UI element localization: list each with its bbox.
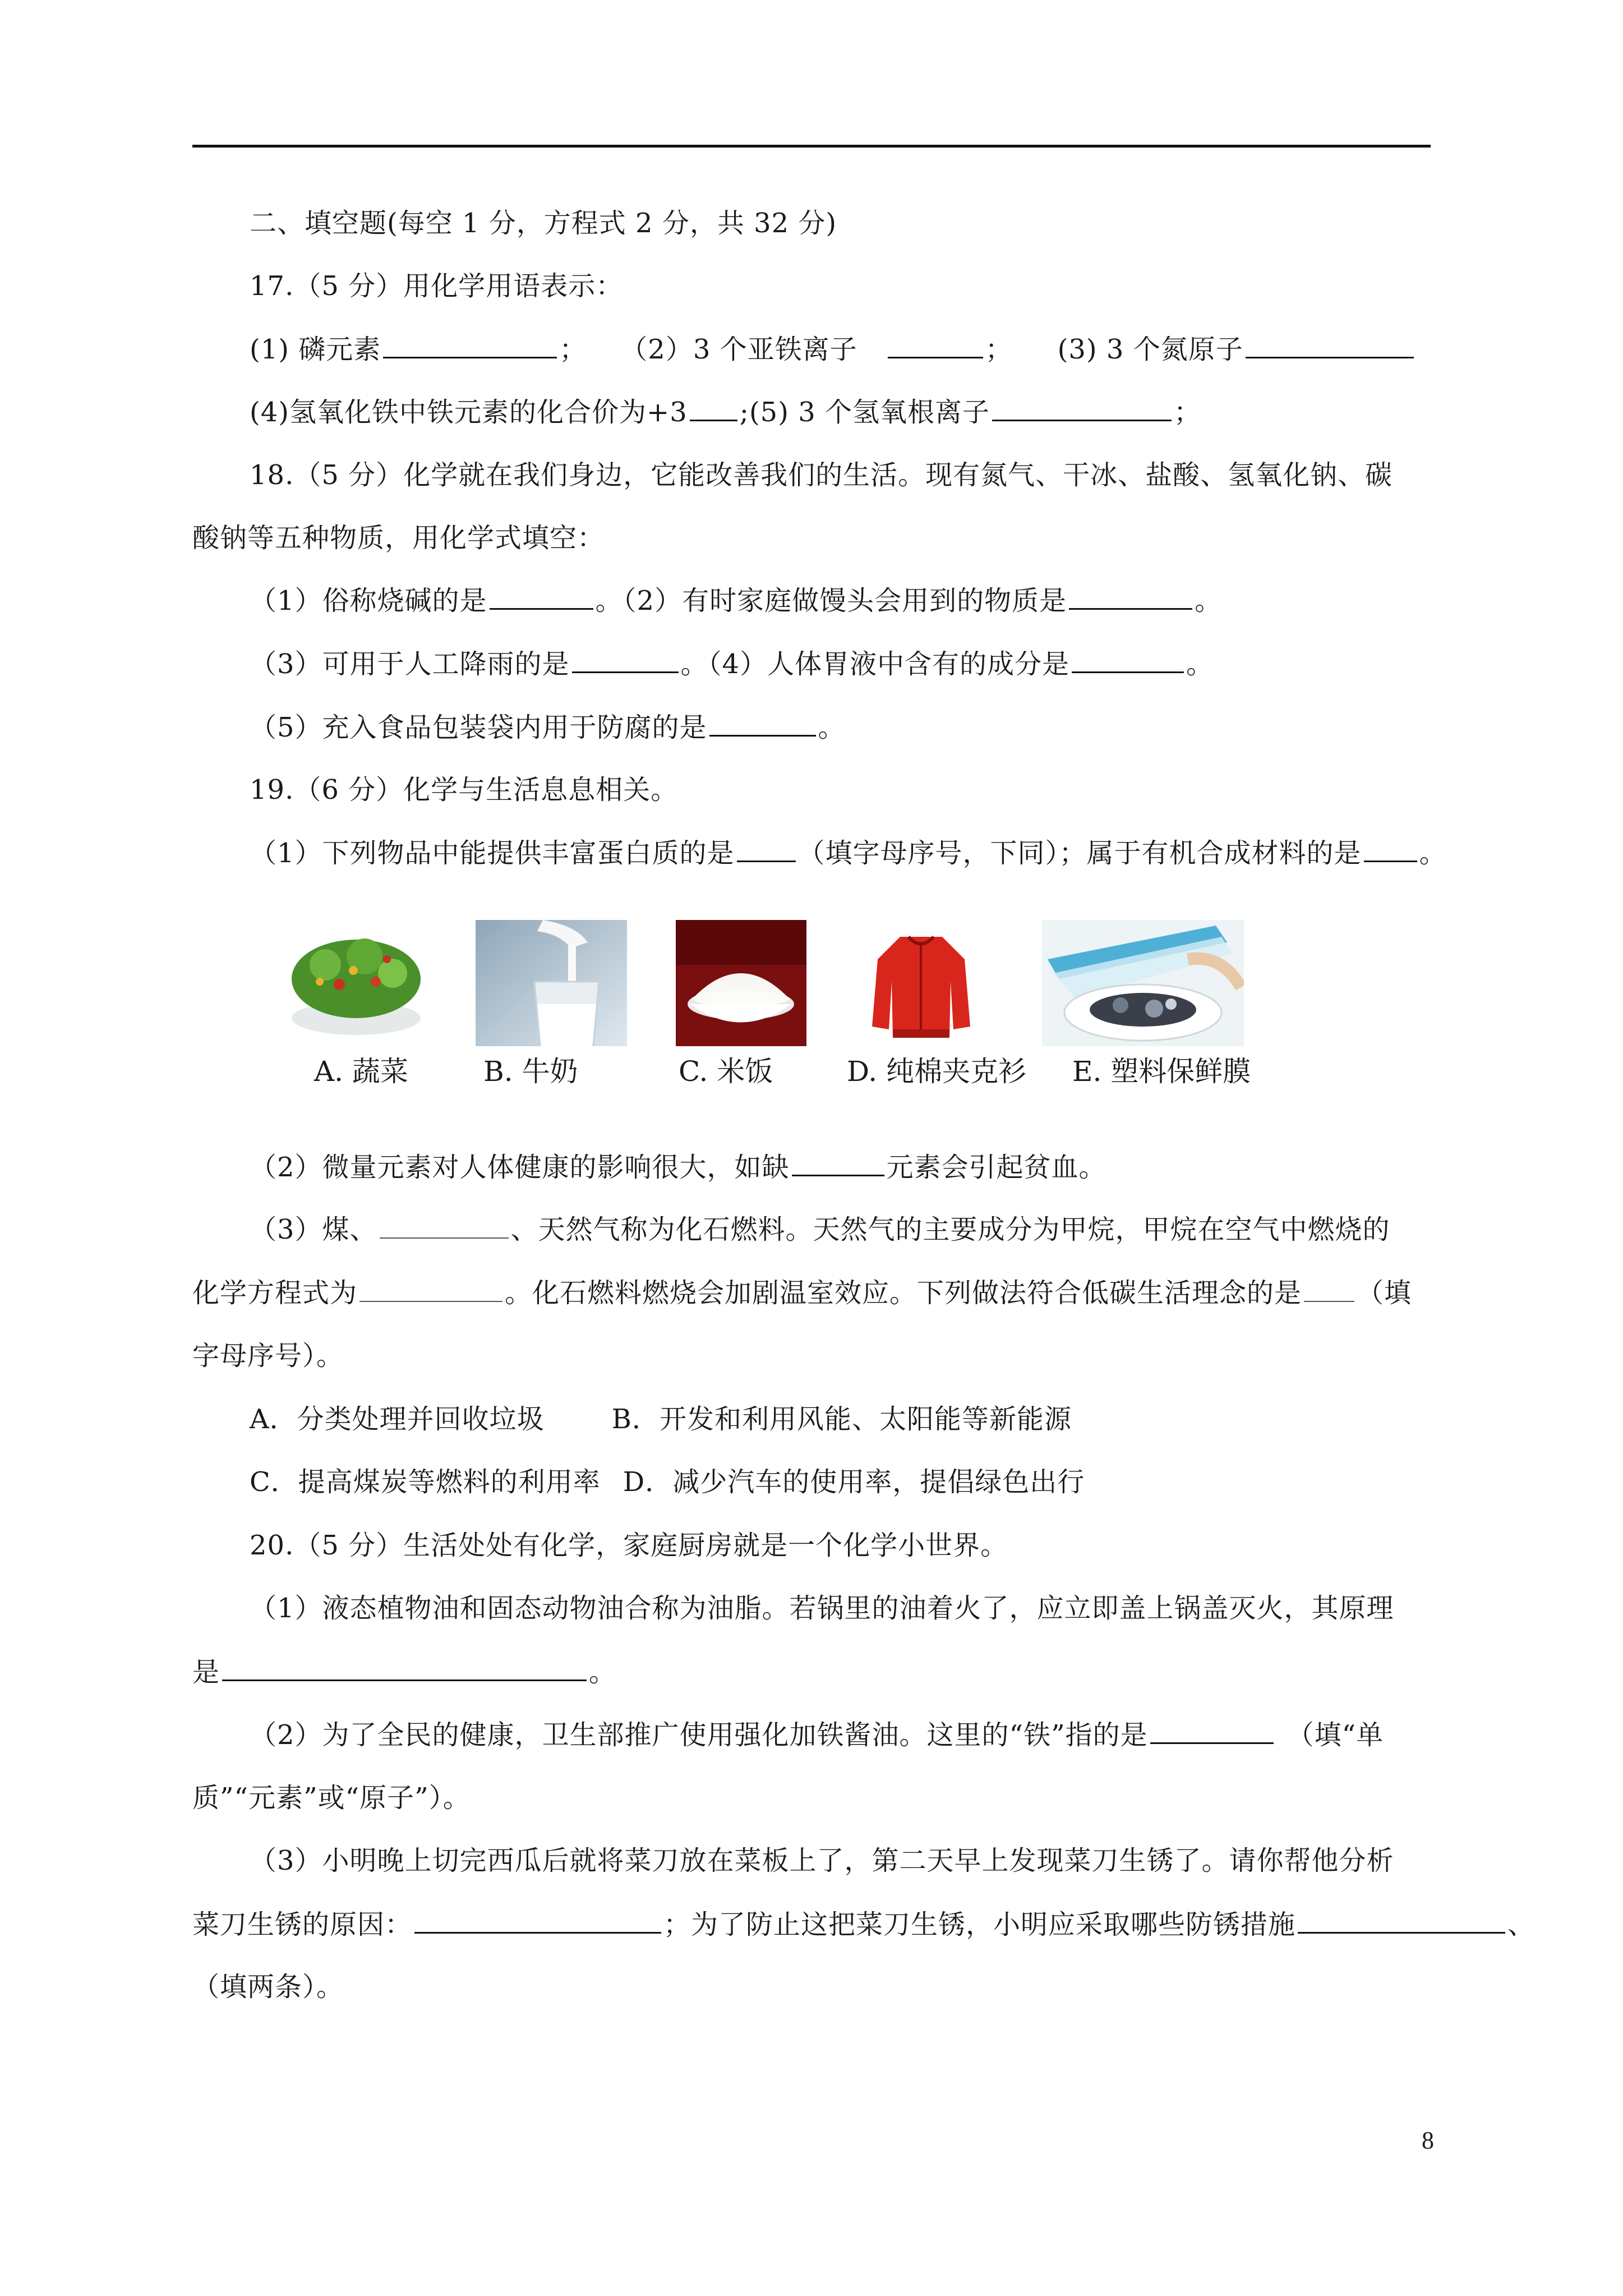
page-number: 8: [1422, 2127, 1434, 2154]
q18-p4: 。（4）人体胃液中含有的成分是: [680, 648, 1070, 680]
q20-blank-1[interactable]: [222, 1655, 587, 1681]
q18-line-2: [250, 647, 1214, 681]
q17-p1: (1) 磷元素: [250, 334, 381, 365]
q20-p2-c: 质”“元素”或“原子”）。: [192, 1782, 471, 1814]
q17-p5: ;(5) 3 个氢氧根离子: [739, 397, 990, 428]
q20-p3-b: 菜刀生锈的原因：: [192, 1909, 413, 1940]
q17-p2-end: ；: [985, 334, 1013, 365]
q18-end-3: 。: [818, 712, 846, 743]
q18-blank-1[interactable]: [490, 583, 593, 610]
q20-line-6: [192, 1907, 1535, 1941]
q19-p2-a: （2）微量元素对人体健康的影响很大，如缺: [250, 1152, 790, 1183]
q19-blank-1[interactable]: [737, 836, 796, 862]
q19-option-c: C．提高煤炭等燃料的利用率: [250, 1466, 601, 1498]
q19-line-1: [250, 836, 1447, 870]
q19-options-row-1: [250, 1402, 1072, 1436]
q20-p3-c: ；为了防止这把菜刀生锈，小明应采取哪些防锈措施: [663, 1909, 1296, 1940]
q17-blank-4[interactable]: [690, 395, 737, 421]
q19-blank-5[interactable]: [359, 1276, 502, 1302]
q18-line-3: [250, 710, 846, 744]
q20-blank-4[interactable]: [1298, 1907, 1505, 1934]
q19-p2-b: 元素会引起贫血。: [886, 1152, 1106, 1183]
q18-blank-2[interactable]: [1069, 583, 1192, 610]
q17-stem: 17.（5 分）用化学用语表示：: [250, 270, 624, 302]
q20-p3-e: （填两条）。: [192, 1971, 344, 2003]
image-caption-e: E. 塑料保鲜膜: [1072, 1055, 1251, 1088]
milk-glass-icon: [476, 920, 627, 1046]
q20-p1-a: （1）液态植物油和固态动物油合称为油脂。若锅里的油着火了，应立即盖上锅盖灭火，其原理: [250, 1593, 1394, 1624]
header-rule: [192, 145, 1431, 148]
q18-stem-2: 酸钠等五种物质，用化学式填空：: [192, 522, 605, 554]
q18-blank-4[interactable]: [1072, 647, 1184, 673]
q19-p3-b: 、天然气称为化石燃料。天然气的主要成分为甲烷，甲烷在空气中燃烧的: [510, 1214, 1390, 1245]
q19-p3-e: （填: [1357, 1277, 1412, 1309]
q18-end-1: 。: [1195, 585, 1223, 616]
q17-p5-end: ；: [1174, 397, 1202, 428]
q19-stem: 19.（6 分）化学与生活息息相关。: [250, 774, 679, 806]
q19-option-d: D．减少汽车的使用率，提倡绿色出行: [623, 1466, 1085, 1498]
q20-stem: 20.（5 分）生活处处有化学，家庭厨房就是一个化学小世界。: [250, 1530, 1008, 1561]
q20-p3-a: （3）小明晚上切完西瓜后就将菜刀放在菜板上了，第二天早上发现菜刀生锈了。请你帮他分析: [250, 1845, 1394, 1876]
image-caption-c: C. 米饭: [679, 1055, 773, 1088]
q20-line-2: [192, 1655, 616, 1689]
red-jacket-icon: [855, 920, 987, 1046]
q19-line-4: [192, 1276, 1412, 1310]
q17-p1-end: ；: [559, 334, 587, 365]
q19-blank-2[interactable]: [1364, 836, 1417, 862]
q19-line-3: [250, 1213, 1390, 1246]
q18-p2: 。（2）有时家庭做馒头会用到的物质是: [595, 585, 1067, 616]
q20-blank-2[interactable]: [1150, 1718, 1274, 1744]
q17-p2: （2）3 个亚铁离子: [620, 334, 857, 365]
image-caption-b: B. 牛奶: [483, 1055, 578, 1088]
q19-blank-4[interactable]: [380, 1213, 509, 1239]
q19-p1-end: 。: [1419, 838, 1447, 869]
q19-option-a: A．分类处理并回收垃圾: [250, 1404, 545, 1435]
q17-blank-3[interactable]: [1246, 332, 1414, 358]
image-caption-d: D. 纯棉夹克衫: [847, 1055, 1027, 1088]
q18-line-1: [250, 583, 1222, 618]
q19-option-b: B．开发和利用风能、太阳能等新能源: [611, 1404, 1072, 1435]
q17-line-1: [250, 332, 1416, 366]
q19-p3-c: 化学方程式为: [192, 1277, 358, 1309]
plastic-wrap-icon: [1042, 920, 1244, 1046]
q18-p1: （1）俗称烧碱的是: [250, 585, 487, 616]
q20-p2-b: （填“单: [1287, 1719, 1384, 1751]
q20-p1-b: 是: [192, 1657, 220, 1688]
q17-blank-1[interactable]: [383, 332, 557, 358]
q17-blank-5[interactable]: [992, 395, 1172, 421]
q19-blank-3[interactable]: [792, 1150, 884, 1176]
image-caption-a: A. 蔬菜: [314, 1055, 408, 1088]
salad-bowl-icon: [280, 920, 432, 1046]
q19-p3-f: 字母序号）。: [192, 1340, 344, 1372]
section-heading: 二、填空题(每空 1 分，方程式 2 分，共 32 分): [250, 208, 837, 239]
q19-p1-b: （填字母序号，下同）；属于有机合成材料的是: [797, 838, 1362, 869]
q19-p3-d: 。化石燃料燃烧会加剧温室效应。下列做法符合低碳生活理念的是: [505, 1277, 1302, 1309]
q18-p5: （5）充入食品包装袋内用于防腐的是: [250, 712, 707, 743]
q19-line-2: [250, 1150, 1106, 1184]
q20-p2-a: （2）为了全民的健康，卫生部推广使用强化加铁酱油。这里的“铁”指的是: [250, 1719, 1148, 1751]
q19-blank-6[interactable]: [1304, 1276, 1354, 1302]
q18-stem-1: 18.（5 分）化学就在我们身边，它能改善我们的生活。现有氮气、干冰、盐酸、氢氧化钠、碳: [250, 459, 1393, 491]
q17-p4: (4)氢氧化铁中铁元素的化合价为+3: [250, 397, 688, 428]
q20-p3-d: 、: [1507, 1909, 1536, 1940]
q19-p3-a: （3）煤、: [250, 1214, 377, 1245]
q20-line-3: [250, 1718, 1384, 1752]
q18-p3: （3）可用于人工降雨的是: [250, 648, 570, 680]
q19-options-row-2: [250, 1465, 1085, 1499]
q17-line-2: [250, 395, 1201, 429]
q20-p1-end: 。: [589, 1657, 617, 1688]
q17-blank-2[interactable]: [888, 332, 983, 358]
rice-bowl-icon: [676, 920, 806, 1046]
q18-end-2: 。: [1186, 648, 1214, 680]
q17-p3: (3) 3 个氮原子: [1057, 334, 1243, 365]
q18-blank-3[interactable]: [572, 647, 679, 673]
q20-blank-3[interactable]: [414, 1907, 661, 1934]
q18-blank-5[interactable]: [709, 710, 816, 737]
q19-p1-a: （1）下列物品中能提供丰富蛋白质的是: [250, 838, 735, 869]
